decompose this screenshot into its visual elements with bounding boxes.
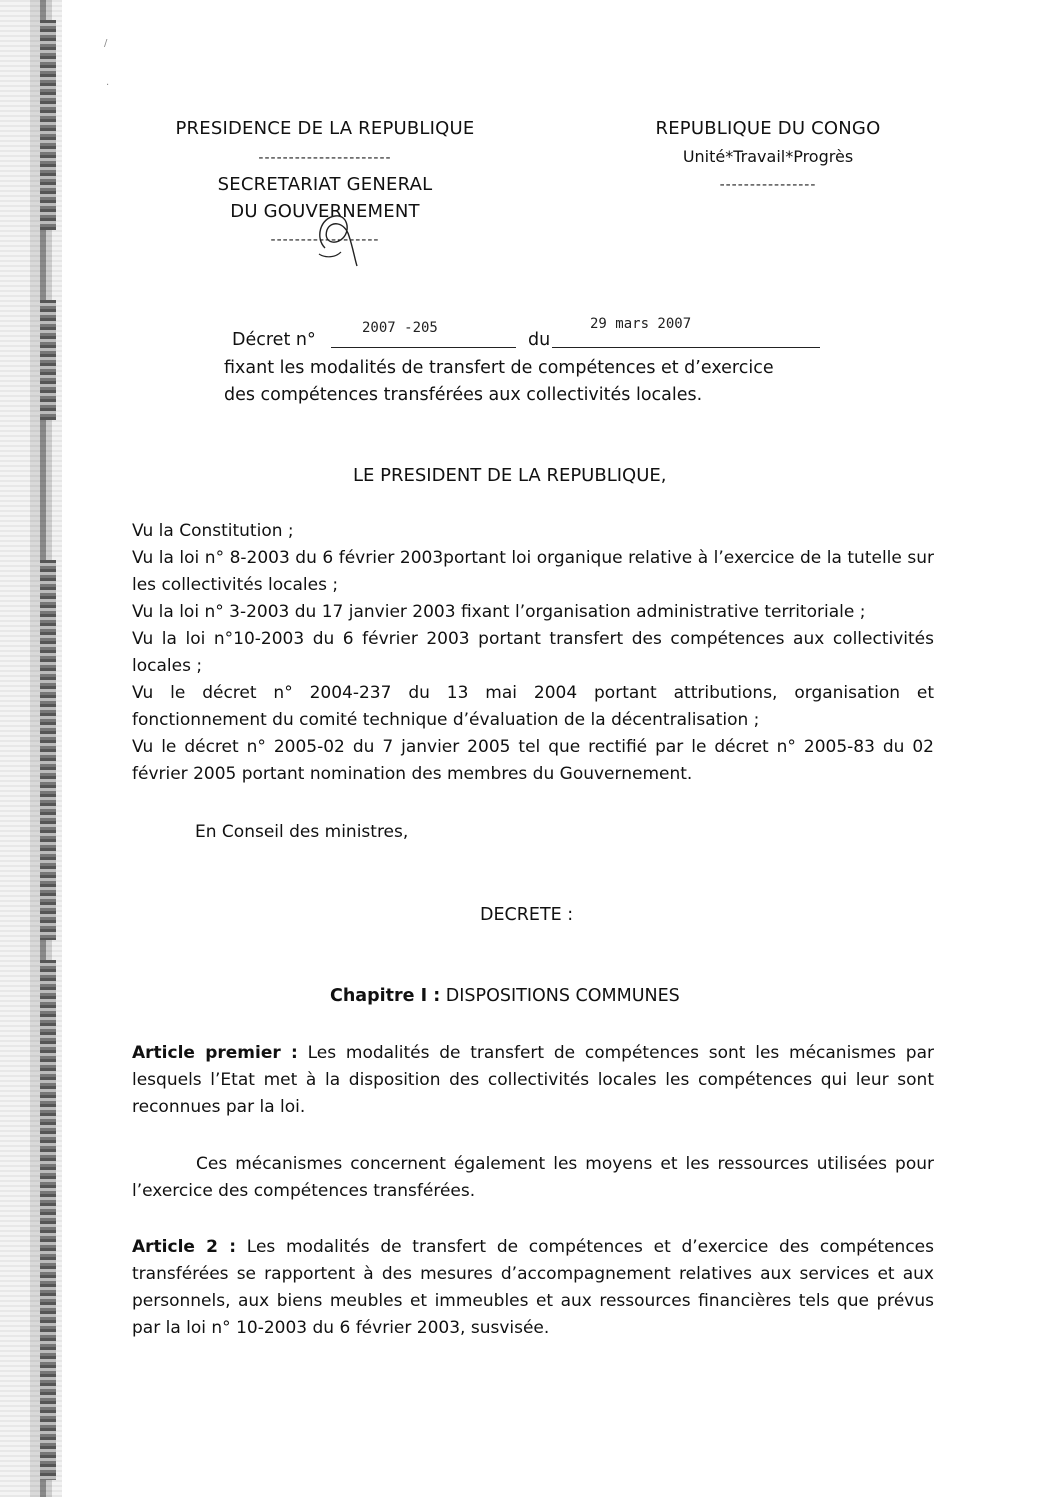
header-motto: Unité*Travail*Progrès bbox=[682, 147, 854, 166]
article-text: Les modalités de transfert de compétences et d’exercice des compétences transférées se rapportent à des mesures d’accompagnement relatives aux services et aux personnels, aux biens meubles et immeubles et aux ressources financières tels que prévus par la loi n° 10-2003 du 6 février 2003, susvisée. bbox=[132, 1237, 934, 1338]
chapter-title: DISPOSITIONS COMMUNES bbox=[445, 986, 680, 1006]
article-premier bbox=[132, 1040, 934, 1121]
chapter-heading bbox=[330, 986, 680, 1006]
header-republique: REPUBLIQUE DU CONGO bbox=[655, 118, 881, 139]
decree-date: 29 mars 2007 bbox=[590, 316, 692, 332]
vu-clause: Vu la loi n°10-2003 du 6 février 2003 portant transfert des compétences aux collectivités locales ; bbox=[132, 629, 934, 676]
decree-date-label: du bbox=[528, 330, 551, 350]
decree-date-underline bbox=[552, 347, 820, 348]
scan-mark: · bbox=[106, 80, 110, 91]
decree-title-line: des compétences transférées aux collectivités locales. bbox=[224, 385, 703, 405]
vu-clause: Vu la loi n° 3-2003 du 17 janvier 2003 fixant l’organisation administrative territoriale ; bbox=[132, 602, 866, 622]
vu-clause: Vu la Constitution ; bbox=[132, 521, 294, 541]
header-gouvernement: DU GOUVERNEMENT bbox=[230, 201, 420, 222]
chapter-label: Chapitre I : bbox=[330, 986, 441, 1006]
article-text: Les modalités de transfert de compétences sont les mécanismes par lesquels l’Etat met à la disposition des collectivités locales les compétences qui leur sont reconnues par la loi. bbox=[132, 1043, 935, 1117]
decrete-heading: DECRETE : bbox=[480, 905, 574, 925]
decree-title-line: fixant les modalités de transfert de compétences et d’exercice bbox=[224, 358, 774, 378]
article-text: Ces mécanismes concernent également les moyens et les ressources utilisées pour l’exercice des compétences transférées. bbox=[132, 1154, 934, 1201]
decree-number-underline bbox=[331, 347, 516, 348]
vu-clause: Vu le décret n° 2004-237 du 13 mai 2004 portant attributions, organisation et fonctionnement du comité technique d’évaluation de la décentralisation ; bbox=[132, 683, 934, 730]
vu-clauses bbox=[132, 518, 934, 788]
conseil-des-ministres: En Conseil des ministres, bbox=[195, 822, 409, 842]
header-left-separator-2: ------------------ bbox=[270, 232, 380, 248]
decree-number-label: Décret n° bbox=[232, 330, 316, 350]
header-presidence: PRESIDENCE DE LA REPUBLIQUE bbox=[175, 118, 475, 139]
president-heading: LE PRESIDENT DE LA REPUBLIQUE, bbox=[353, 465, 667, 486]
scan-edge bbox=[0, 0, 62, 1497]
header-secretariat: SECRETARIAT GENERAL bbox=[217, 174, 433, 195]
article-label: Article 2 : bbox=[132, 1237, 237, 1257]
vu-clause: Vu le décret n° 2005-02 du 7 janvier 2005 tel que rectifié par le décret n° 2005-83 du 02 février 2005 portant nomination des membres du Gouvernement. bbox=[132, 737, 934, 784]
article-2 bbox=[132, 1234, 934, 1342]
article-label: Article premier : bbox=[132, 1043, 298, 1063]
vu-clause: Vu la loi n° 8-2003 du 6 février 2003portant loi organique relative à l’exercice de la tutelle sur les collectivités locales ; bbox=[132, 548, 934, 595]
header-right-separator: ---------------- bbox=[719, 177, 817, 193]
scan-mark: / bbox=[104, 38, 108, 49]
decree-number: 2007 -205 bbox=[362, 320, 438, 336]
article-premier-paragraph-2 bbox=[132, 1151, 934, 1205]
decree-title bbox=[224, 355, 824, 409]
handwritten-signature bbox=[305, 208, 365, 268]
header-left-separator: ---------------------- bbox=[258, 150, 392, 166]
